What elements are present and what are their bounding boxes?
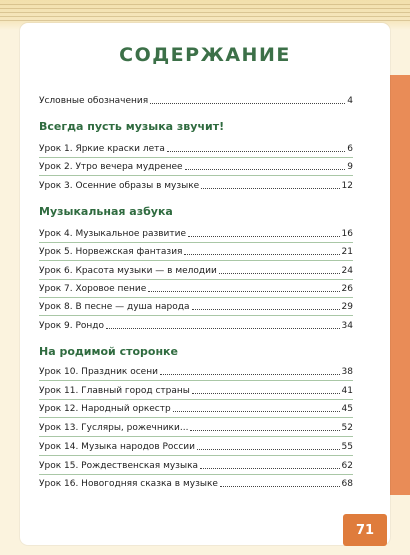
toc-entry[interactable]	[39, 400, 353, 414]
toc-entry-page: 38	[341, 367, 353, 377]
toc-entry-page: 24	[341, 266, 353, 276]
toc-entry-label: Урок 9. Рондо	[39, 321, 104, 331]
dot-leader	[219, 273, 340, 274]
toc-entry[interactable]	[39, 140, 353, 154]
toc-entry-label: Урок 10. Праздник осени	[39, 367, 158, 377]
section-title: На родимой сторонке	[39, 345, 178, 358]
staff-line	[0, 16, 410, 17]
toc-entry-page: 4	[347, 96, 353, 106]
toc-entry-label: Урок 8. В песне — душа народа	[39, 302, 190, 312]
dot-leader	[200, 468, 340, 469]
dot-leader	[185, 169, 346, 170]
toc-entry-page: 41	[341, 386, 353, 396]
toc-entry-label: Урок 14. Музыка народов России	[39, 442, 196, 452]
toc-entry-label: Урок 7. Хоровое пение	[39, 284, 147, 294]
toc-entry-page: 29	[341, 302, 353, 312]
toc-entry-label: Урок 15. Рождественская музыка	[39, 461, 199, 471]
toc-entry-page: 68	[341, 479, 353, 489]
dot-leader	[184, 254, 339, 255]
toc-entry-label: Урок 1. Яркие краски лета	[39, 144, 165, 154]
section-title: Музыкальная азбука	[39, 205, 173, 218]
toc-entry[interactable]	[39, 225, 353, 239]
dot-leader	[201, 188, 339, 189]
toc-entry[interactable]	[39, 92, 353, 106]
dot-leader	[220, 486, 340, 487]
dot-leader	[173, 411, 340, 412]
toc-entry-page: 62	[341, 461, 353, 471]
toc-entry[interactable]	[39, 158, 353, 172]
dot-leader	[190, 430, 339, 431]
toc-entry[interactable]	[39, 243, 353, 257]
dot-leader	[188, 236, 340, 237]
toc-entry-page: 34	[341, 321, 353, 331]
toc-entry-label: Урок 3. Осенние образы в музыке	[39, 181, 200, 191]
toc-entry-page: 12	[341, 181, 353, 191]
toc-entry-page: 6	[347, 144, 353, 154]
row-divider	[39, 436, 353, 437]
toc-entry[interactable]	[39, 382, 353, 396]
dot-leader	[148, 291, 339, 292]
page-title: СОДЕРЖАНИЕ	[119, 44, 291, 66]
dot-leader	[106, 328, 340, 329]
toc-entry[interactable]	[39, 298, 353, 312]
toc-entry-page: 16	[341, 229, 353, 239]
section-title: Всегда пусть музыка звучит!	[39, 120, 225, 133]
toc-entry-page: 21	[341, 247, 353, 257]
toc-entry-label: Урок 12. Народный оркестр	[39, 404, 171, 414]
toc-entry-label: Урок 2. Утро вечера мудренее	[39, 162, 183, 172]
toc-entry-label: Урок 16. Новогодняя сказка в музыке	[39, 479, 218, 489]
row-divider	[39, 417, 353, 418]
toc-entry[interactable]	[39, 317, 353, 331]
page-number: 71	[343, 514, 387, 546]
toc-entry[interactable]	[39, 262, 353, 276]
toc-entry[interactable]	[39, 280, 353, 294]
dot-leader	[160, 374, 340, 375]
dot-leader	[192, 309, 340, 310]
toc-entry-page: 45	[341, 404, 353, 414]
toc-entry-page: 26	[341, 284, 353, 294]
row-divider	[39, 315, 353, 316]
page-edge-tab	[388, 75, 410, 495]
toc-entry[interactable]	[39, 177, 353, 191]
toc-entry-label: Урок 4. Музыкальное развитие	[39, 229, 187, 239]
toc-entry[interactable]	[39, 475, 353, 489]
staff-line	[0, 8, 410, 9]
toc-entry[interactable]	[39, 419, 353, 433]
toc-entry-page: 9	[347, 162, 353, 172]
toc-entry-label: Урок 11. Главный город страны	[39, 386, 190, 396]
dot-leader	[167, 151, 345, 152]
dot-leader	[197, 449, 340, 450]
dot-leader	[150, 103, 345, 104]
dot-leader	[192, 393, 340, 394]
toc-entry[interactable]	[39, 457, 353, 471]
toc-entry-label: Урок 13. Гусляры, рожечники...	[39, 423, 189, 433]
row-divider	[39, 455, 353, 456]
staff-line	[0, 20, 410, 21]
toc-entry[interactable]	[39, 438, 353, 452]
toc-entry[interactable]	[39, 363, 353, 377]
toc-entry-label: Урок 6. Красота музыки — в мелодии	[39, 266, 217, 276]
staff-line	[0, 4, 410, 5]
row-divider	[39, 175, 353, 176]
toc-entry-label: Урок 5. Норвежская фантазия	[39, 247, 183, 257]
toc-entry-label: Условные обозначения	[39, 96, 149, 106]
toc-entry-page: 55	[341, 442, 353, 452]
toc-entry-page: 52	[341, 423, 353, 433]
row-divider	[39, 260, 353, 261]
staff-line	[0, 12, 410, 13]
row-divider	[39, 380, 353, 381]
